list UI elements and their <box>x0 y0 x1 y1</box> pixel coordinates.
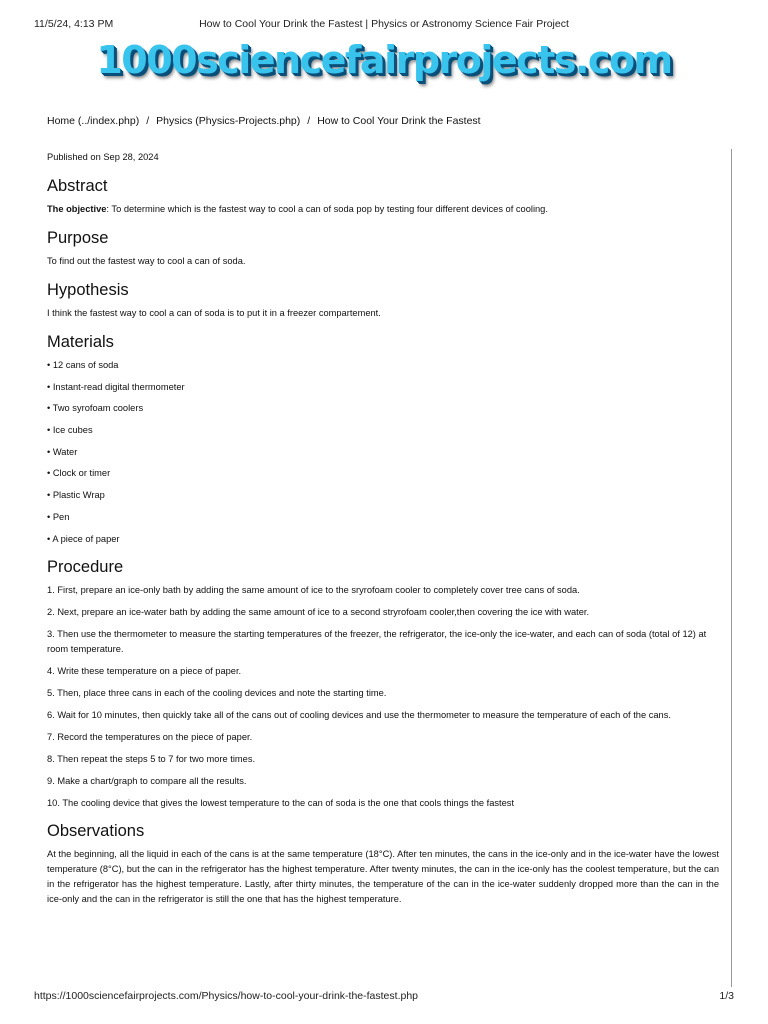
procedure-step: 3. Then use the thermometer to measure the starting temperatures of the freezer, the refrigerator, the ice-only the ice-water, and each can of soda (total of 12) at room temperature. <box>47 628 707 654</box>
article-content <box>47 150 719 918</box>
materials-item: • Instant-read digital thermometer <box>47 381 185 392</box>
procedure-step: 9. Make a chart/graph to compare all the results. <box>47 775 247 786</box>
procedure-step: 1. First, prepare an ice-only bath by adding the same amount of ice to the sryrofoam cooler to completely cover tree cans of soda. <box>47 584 580 595</box>
materials-item: • Two syrofoam coolers <box>47 403 144 414</box>
print-page-number: 1/3 <box>719 990 734 1002</box>
objective-text: : To determine which is the fastest way to cool a can of soda pop by testing four different devices of cooling. <box>106 204 548 214</box>
hypothesis-heading: Hypothesis <box>47 281 129 299</box>
breadcrumb-physics-link[interactable]: Physics (Physics-Projects.php) <box>156 115 301 127</box>
site-logo[interactable]: 1000sciencefairprojects.com <box>96 38 672 82</box>
print-datetime: 11/5/24, 4:13 PM <box>34 18 114 30</box>
procedure-step: 5. Then, place three cans in each of the cooling devices and note the starting time. <box>47 687 387 698</box>
materials-item: • A piece of paper <box>47 533 120 544</box>
purpose-text: To find out the fastest way to cool a can of soda. <box>47 256 246 266</box>
print-page-title: How to Cool Your Drink the Fastest | Physics or Astronomy Science Fair Project <box>199 18 569 30</box>
materials-item: • Pen <box>47 511 70 522</box>
abstract-text <box>47 202 719 217</box>
observations-text: At the beginning, all the liquid in each of the cans is at the same temperature (18°C). After ten minutes, the cans in the ice-only and in the ice-water have the lowest temperature (8°C), but the can in the refrigerator has the highest temperature. After twenty minutes, the can in the ice-only has the coolest temperature, but the can in the refrigerator has the highest temperature. Lastly, after thirty minutes, the temperature of the can in the ice-water suddenly dropped more than the can in the ice-only and the can in the refrigerator is still the one that has the highest temperature. <box>47 848 719 904</box>
materials-item: • 12 cans of soda <box>47 360 119 370</box>
breadcrumb <box>47 115 481 127</box>
breadcrumb-separator: / <box>146 115 150 127</box>
materials-heading: Materials <box>47 333 114 351</box>
hypothesis-text: I think the fastest way to cool a can of soda is to put it in a freezer compartement. <box>47 308 381 318</box>
published-date: Published on Sep 28, 2024 <box>47 152 159 162</box>
breadcrumb-separator: / <box>307 115 311 127</box>
procedure-step: 10. The cooling device that gives the lowest temperature to the can of soda is the one that cools things the fastest <box>47 797 515 808</box>
procedure-step: 4. Write these temperature on a piece of paper. <box>47 665 242 676</box>
procedure-heading: Procedure <box>47 557 124 576</box>
print-footer <box>34 990 734 1004</box>
observations-heading: Observations <box>47 821 145 840</box>
procedure-step: 2. Next, prepare an ice-water bath by adding the same amount of ice to a second stryrofoam cooler,then covering the ice with water. <box>47 606 590 617</box>
objective-label: The objective <box>47 204 107 214</box>
procedure-list <box>47 583 719 811</box>
materials-list <box>47 358 719 547</box>
breadcrumb-current: How to Cool Your Drink the Fastest <box>317 115 481 127</box>
content-scroll-divider <box>731 149 732 987</box>
materials-item: • Ice cubes <box>47 425 93 436</box>
materials-item: • Clock or timer <box>47 468 111 479</box>
breadcrumb-home-link[interactable]: Home (../index.php) <box>47 115 140 127</box>
purpose-heading: Purpose <box>47 229 109 247</box>
print-header <box>34 18 734 32</box>
print-url: https://1000sciencefairprojects.com/Physics/how-to-cool-your-drink-the-fastest.php <box>34 990 418 1002</box>
procedure-step: 6. Wait for 10 minutes, then quickly take all of the cans out of cooling devices and use the thermometer to measure the temperature of each of the cans. <box>47 709 671 720</box>
abstract-heading: Abstract <box>47 177 108 195</box>
procedure-step: 8. Then repeat the steps 5 to 7 for two more times. <box>47 753 256 764</box>
materials-item: • Water <box>47 446 78 457</box>
procedure-step: 7. Record the temperatures on the piece of paper. <box>47 731 253 742</box>
materials-item: • Plastic Wrap <box>47 490 105 501</box>
